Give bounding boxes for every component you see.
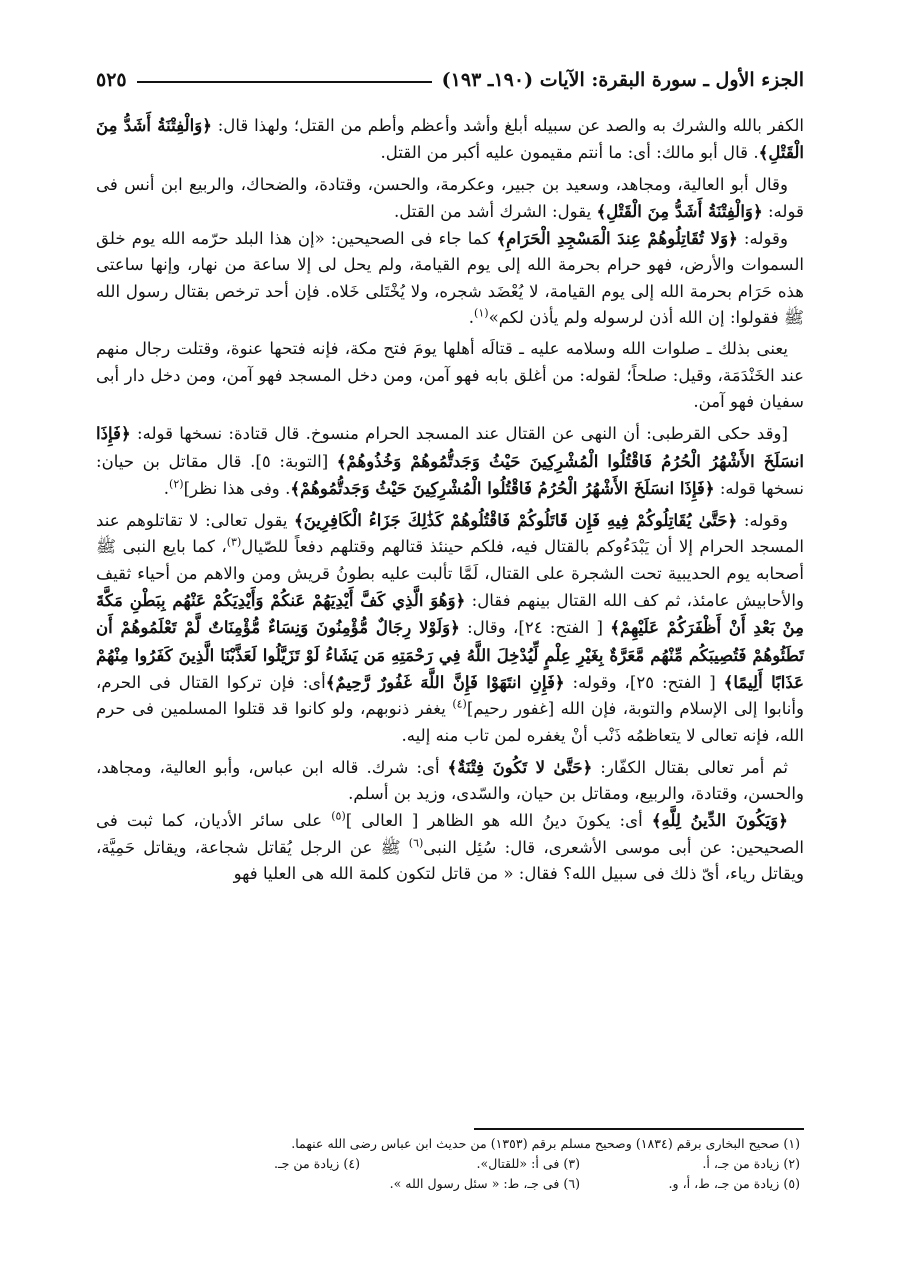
text-run: الكفر بالله والشرك به والصد عن سبيله أبلغ وأشد وأعظم وأطم من القتل؛ ولهذا قال: <box>211 116 804 135</box>
main-text <box>96 112 804 887</box>
quran-verse: ﴿حَتَّىٰ لا تَكُونَ فِتْنَةٌ﴾ <box>447 756 593 777</box>
quran-verse: ﴿فَإِنِ انتَهَوْا فَإِنَّ اللَّهَ غَفُورٌ رَّحِيمٌ﴾ <box>325 671 565 692</box>
text-run: وقوله: <box>737 229 788 249</box>
page-number: ٥٢٥ <box>96 69 127 91</box>
header-rule <box>137 81 432 83</box>
footnote-ref: (٥) <box>331 809 346 823</box>
quran-verse: ﴿فَإِذَا انسَلَخَ الأَشْهُرُ الْحُرُمُ فَاقْتُلُوا الْمُشْرِكِينَ حَيْثُ وَجَدتُّمُوهُمْ وَخُذُوهُمْ﴾ <box>96 423 805 471</box>
quran-verse: ﴿وَيَكُونَ الدِّينُ لِلَّهِ﴾ <box>651 810 788 831</box>
text-run: أى: فإن تركوا القتال فى الحرم، وأنابوا إلى الإسلام والتوبة، فإن الله [غفور رحيم] <box>96 672 804 719</box>
paragraph-4 <box>96 336 804 415</box>
text-run: . وفى هذا نظر] <box>183 478 291 498</box>
quran-verse: ﴿وَلا تُقَاتِلُوهُمْ عِندَ الْمَسْجِدِ الْحَرَامِ﴾ <box>496 228 738 249</box>
paragraph-7 <box>96 754 804 808</box>
quran-verse: ﴿وَهُوَ الَّذِي كَفَّ أَيْدِيَهُمْ عَنكُمْ وَأَيْدِيَكُمْ عَنْهُم بِبَطْنِ مَكَّةَ مِنْ بَعْدِ أَنْ أَظْفَرَكُمْ عَلَيْهِمْ﴾ <box>96 590 804 638</box>
running-title: الجزء الأول ـ سورة البقرة: الآيات (١٩٠ـ ١٩٣) <box>441 69 804 91</box>
paragraph-6 <box>96 507 804 749</box>
quran-verse: ﴿وَالْفِتْنَةُ أَشَدُّ مِنَ الْقَتْلِ﴾ <box>596 200 763 221</box>
paragraph-2 <box>96 172 804 226</box>
text-run: [وقد حكى القرطبى: أن النهى عن القتال عند المسجد الحرام منسوخ. قال قتادة: نسخها قوله: <box>130 424 788 444</box>
quran-verse: ﴿فَإِذَا انسَلَخَ الأَشْهُرُ الْحُرُمُ فَاقْتُلُوا الْمُشْرِكِينَ حَيْثُ وَجَدتُّمُوهُمْ﴾ <box>290 477 715 498</box>
quran-verse: ﴿وَلَوْلا رِجَالٌ مُّؤْمِنُونَ وَنِسَاءٌ مُّؤْمِنَاتٌ لَّمْ تَعْلَمُوهُمْ أَن تَطَئُوهُمْ فَتُصِيبَكُم مِّنْهُم مَّعَرَّةٌ بِغَيْرِ عِلْمٍ لِّيُدْخِلَ اللَّهُ فِي رَحْمَتِهِ مَن يَشَاءُ لَوْ تَزَيَّلُوا لَعَذَّبْنَا الَّذِينَ كَفَرُوا مِنْهُمْ عَذَابًا أَلِيمًا﴾ <box>96 617 804 692</box>
text-run: [ الفتح: ٢٤]، وقال: <box>459 618 611 638</box>
text-run: . قال أبو مالك: أى: ما أنتم مقيمون عليه أكبر من القتل. <box>380 143 759 163</box>
page-header <box>96 64 804 96</box>
footnote-ref: (٢) <box>169 477 184 491</box>
text-run: وقال أبو العالية، ومجاهد، وسعيد بن جبير، وعكرمة، والحسن، وقتادة، والضحاك، والربيع ابن أنس فى قوله: <box>96 174 804 221</box>
footnote-2: (٢) زيادة من جـ، أ. <box>702 1156 800 1171</box>
text-run: يعنى بذلك ـ صلوات الله وسلامه عليه ـ قتالَه أهلها يومَ فتح مكة، فإنه فتحها عنوة، وقتلت رجال منهم عند الخَنْدَمَة، وقيل: صلحاً؛ لقوله: من أغلق بابه فهو آمن، ومن دخل المسجد فهو آمن، ومن دخل دار أبى سفيان فهو آمن. <box>96 339 804 411</box>
footnotes <box>96 1134 800 1194</box>
footnote-1: (١) صحيح البخارى برقم (١٨٣٤) وصحيح مسلم برقم (١٣٥٣) من حديث ابن عباس رضى الله عنهما. <box>291 1136 800 1151</box>
footnote-4: (٤) زيادة من جـ. <box>273 1156 360 1171</box>
paragraph-3 <box>96 225 804 331</box>
footnote-rule <box>474 1128 804 1130</box>
paragraph-8 <box>96 807 804 887</box>
footnote-row <box>96 1154 800 1174</box>
paragraph-1 <box>96 112 804 167</box>
footnote-ref: (٦) <box>408 836 424 850</box>
text-run: ﷺ عن الرجل يُقاتل شجاعة، ويقاتل حَمِيَّة، ويقاتل رياء، أىّ ذلك فى سبيل الله؟ فقال: « من قاتل لتكون كلمة الله هى العليا فهو <box>96 837 804 884</box>
text-run: على سائر الأديان، كما ثبت فى الصحيحين: عن أبى موسى الأشعرى، قال: سُئِل النبى <box>96 811 804 857</box>
text-run: . <box>163 478 170 498</box>
text-run: يغفر ذنوبهم، ولو كانوا قد قتلوا المسلمين فى حرم الله، فإنه تعالى لا يتعاظمُه ذَنْب أنْ يغفره لمن تاب منه إليه. <box>96 699 804 745</box>
footnote-row <box>96 1174 800 1194</box>
text-run: . <box>468 308 475 328</box>
text-run: ، كما بايع النبى ﷺ أصحابه يوم الحديبية تحت الشجرة على القتال، لَمَّا تألبت عليه بطونُ قريش ومن والاهم من أحياء ثقيف والأحابيش عامئذ، ثم كف الله القتال بينهم فقال: <box>96 537 804 611</box>
footnote-ref: (١) <box>474 306 489 320</box>
quran-verse: ﴿وَالْفِتْنَةُ أَشَدُّ مِنَ الْقَتْلِ﴾ <box>96 115 804 163</box>
text-run: يقول تعالى: لا تقاتلوهم عند المسجد الحرام إلا أن يَبْدَءُوكم بالقتال فيه، فلكم حينئذ قتالهم وقتلهم دفعاً للصّيال <box>96 511 804 557</box>
footnote-6: (٦) فى جـ، ط: « سئل رسول الله ». <box>389 1176 580 1191</box>
text-run: كما جاء فى الصحيحين: «إن هذا البلد حرّمه الله يوم خلق السموات والأرض، فهو حرام بحرمة الله إلى يوم القيامة، ولم يحل لى إلا ساعة من نهار، وإنها ساعتى هذه حَرَام بحرمة الله إلى يوم القيامة، لا يُعْضَد شجره، ولا يُخْتَلى خَلاه. فإن أحد ترخص بقتال رسول الله ﷺ فقولوا: إن الله أذن لرسوله ولم يأذن لكم» <box>96 229 804 328</box>
quran-verse: ﴿حَتَّىٰ يُقَاتِلُوكُمْ فِيهِ فَإِن قَاتَلُوكُمْ فَاقْتُلُوهُمْ كَذَٰلِكَ جَزَاءُ الْكَافِرِينَ﴾ <box>293 510 738 531</box>
footnote-3: (٣) فى أ: «للقتال». <box>476 1156 580 1171</box>
footnote-ref: (٤) <box>452 697 467 711</box>
footnote-5: (٥) زيادة من جـ، ط، أ، و. <box>668 1176 800 1191</box>
text-run: [التوبة: ٥]. قال مقاتل بن حيان: نسخها قوله: <box>96 451 804 498</box>
text-run: يقول: الشرك أشد من القتل. <box>393 201 597 221</box>
paragraph-5 <box>96 420 804 502</box>
text-run: أى: يكونَ دينُ الله هو الظاهر [ العالى ] <box>345 811 652 831</box>
text-run: ثم أمر تعالى بقتال الكفّار: <box>592 757 788 777</box>
footnote-ref: (٣) <box>226 535 242 549</box>
text-run: [ الفتح: ٢٥]، وقوله: <box>564 672 724 692</box>
text-run: أى: شرك. قاله ابن عباس، وأبو العالية، ومجاهد، والحسن، وقتادة، والربيع، ومقاتل بن حيان، والسّدى، وزيد بن أسلم. <box>96 757 804 804</box>
text-run: وقوله: <box>737 511 788 531</box>
